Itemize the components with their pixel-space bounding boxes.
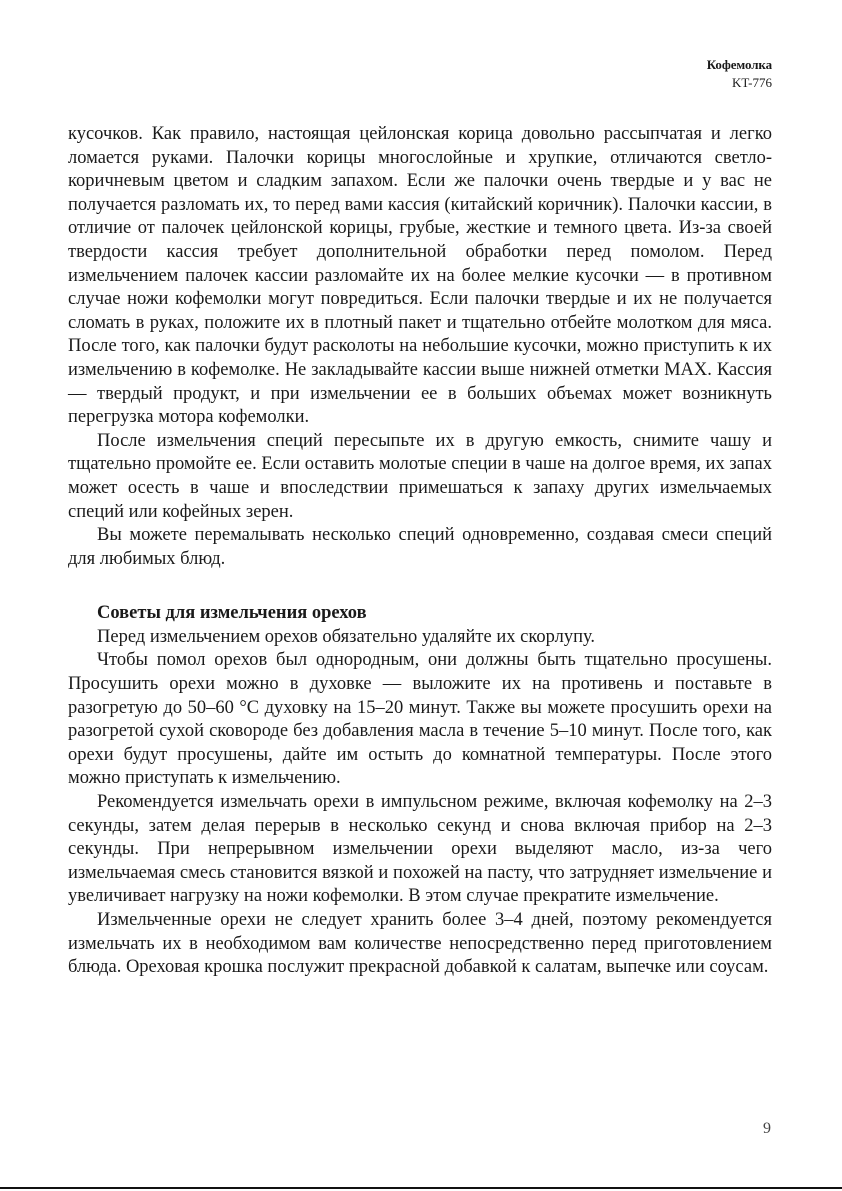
paragraph-storage: Измельченные орехи не следует хранить более 3–4 дней, поэтому рекомендуется измельчать их в необходимом вам количестве непосредственно перед приготовлением блюда. Ореховая крошка послужит прекрасной добавкой к салатам, выпечке или соусам. bbox=[68, 910, 772, 978]
paragraph-drying-nuts: Чтобы помол орехов был однородным, они должны быть тщательно просушены. Просушить орехи можно в духовке — выложите их на противень и поставьте в разогретую до 50–60 °C духовку на 15–20 минут. Также вы можете просушить орехи на разогретой сухой сковороде без добавления масла в течение 5–10 минут. После того, как орехи будут просушены, дайте им остыть до комнатной температуры. После этого можно приступать к измельчению. bbox=[68, 650, 772, 789]
document-title: Кофемолка bbox=[706, 57, 772, 72]
paragraph-after-grinding-spices: После измельчения специй пересыпьте их в другую емкость, снимите чашу и тщательно промойте ее. Если оставить молотые специи в чаше на долгое время, их запах может осесть в чаше и впоследствии примешаться к запаху других измельчаемых специй или кофейных зерен. bbox=[68, 430, 772, 522]
section-heading-nuts: Советы для измельчения орехов bbox=[97, 603, 367, 624]
paragraph-cinnamon-continued: кусочков. Как правило, настоящая цейлонская корица довольно рассыпчатая и легко ломается руками. Палочки корицы многослойные и хрупкие, отличаются светло-коричневым цветом и сладким запахом. Если же палочки очень твердые и у вас не получается разломать их, то перед вами кассия (китайский коричник). Палочки кассии, в отличие от палочек цейлонской корицы, грубые, жесткие и темного цвета. Из-за своей твердости кассия требует дополнительной обработки перед помолом. Перед измельчением палочек кассии разломайте их на более мелкие кусочки — в противном случае ножи кофемолки могут повредиться. Если палочки твердые и их не получается сломать в руках, положите их в плотный пакет и тщательно отбейте молотком для мяса. После того, как палочки будут расколоты на небольшие кусочки, можно приступить к их измельчению в кофемолке. Не закладывайте кассии выше нижней отметки MAX. Кассия — твердый продукт, и при измельчении ее в больших объемах может возникнуть перегрузка мотора кофемолки. bbox=[68, 124, 772, 428]
page-content bbox=[68, 123, 772, 980]
paragraph-spice-mixes: Вы можете перемалывать несколько специй одновременно, создавая смеси специй для любимых блюд. bbox=[68, 525, 772, 569]
model-number: KT-776 bbox=[732, 75, 772, 90]
bottom-rule bbox=[0, 1187, 842, 1189]
page-header bbox=[707, 56, 772, 91]
page-number: 9 bbox=[763, 1120, 771, 1137]
paragraph-pulse-mode: Рекомендуется измельчать орехи в импульсном режиме, включая кофемолку на 2–3 секунды, затем делая перерыв в несколько секунд и снова включая прибор на 2–3 секунды. При непрерывном измельчении орехи выделяют масло, из-за чего измельчаемая смесь становится вязкой и похожей на пасту, что затрудняет измельчение и увеличивает нагрузку на ножи кофемолки. В этом случае прекратите измельчение. bbox=[68, 792, 772, 907]
paragraph-remove-shell: Перед измельчением орехов обязательно удаляйте их скорлупу. bbox=[97, 626, 596, 647]
